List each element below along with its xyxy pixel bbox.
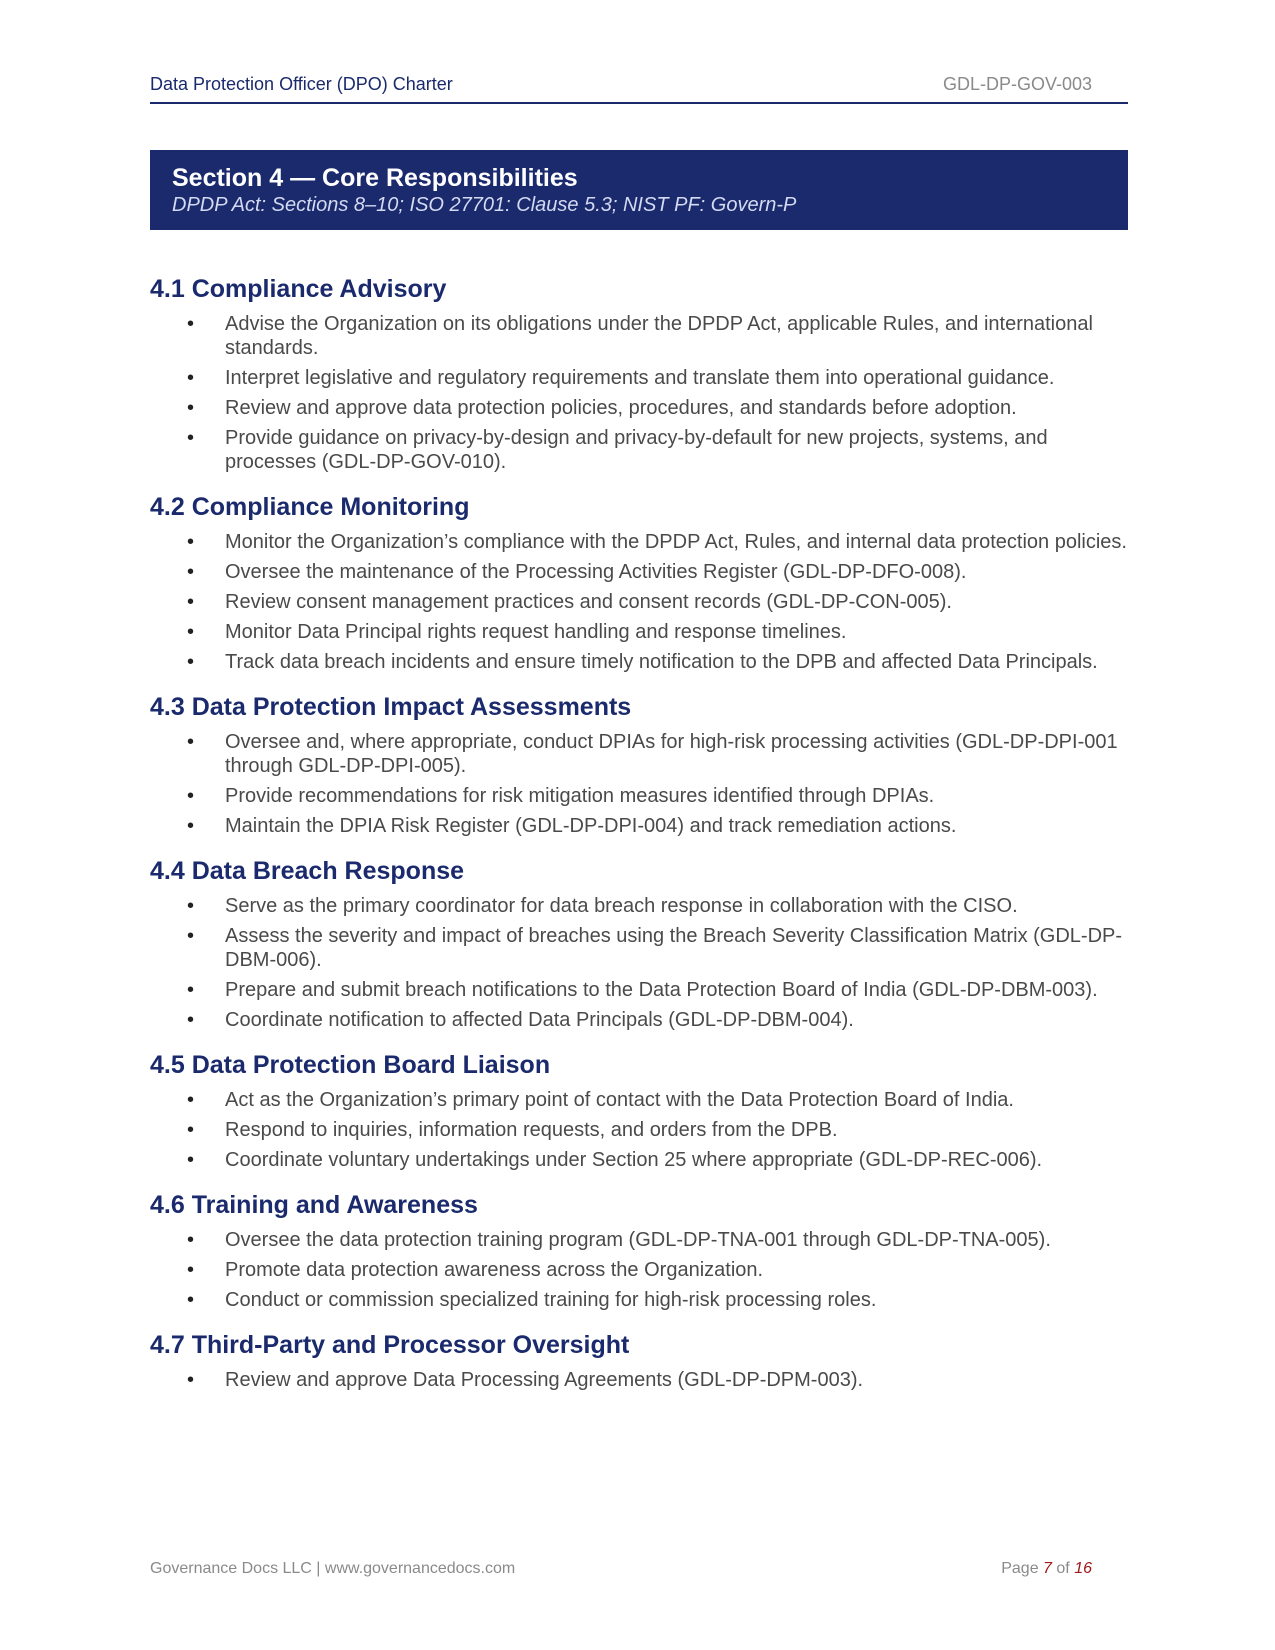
bullet-icon: •: [187, 1259, 195, 1281]
list-item-text: Advise the Organization on its obligations under the DPDP Act, applicable Rules, and international standards.: [225, 313, 1093, 359]
section-title: Section 4 — Core Responsibilities: [172, 164, 578, 192]
page-label: Page: [1001, 1560, 1039, 1577]
bullet-icon: •: [187, 367, 195, 389]
list-item-text: Oversee and, where appropriate, conduct DPIAs for high-risk processing activities (GDL-DP-DPI-001 through GDL-DP-DPI-005).: [225, 731, 1118, 777]
bullet-list: [150, 312, 1128, 474]
bullet-icon: •: [187, 1089, 195, 1111]
bullet-icon: •: [187, 1119, 195, 1141]
subsection-heading: 4.3 Data Protection Impact Assessments: [150, 693, 632, 721]
list-item: [150, 1088, 1128, 1112]
list-item: [150, 978, 1128, 1002]
subsection: [150, 690, 1128, 838]
running-footer: [150, 1560, 1128, 1584]
bullet-icon: •: [187, 427, 195, 449]
subsection-heading: 4.1 Compliance Advisory: [150, 275, 447, 303]
bullet-icon: •: [187, 979, 195, 1001]
bullet-list: [150, 1228, 1128, 1312]
bullet-icon: •: [187, 621, 195, 643]
section-banner: [150, 150, 1128, 230]
list-item: [150, 894, 1128, 918]
bullet-icon: •: [187, 815, 195, 837]
list-item-text: Serve as the primary coordinator for data breach response in collaboration with the CISO.: [225, 895, 1018, 917]
bullet-icon: •: [187, 1369, 195, 1391]
bullet-icon: •: [187, 397, 195, 419]
list-item: [150, 426, 1128, 474]
list-item: [150, 924, 1128, 972]
page-current: 7: [1043, 1560, 1052, 1577]
page-total: 16: [1074, 1560, 1092, 1577]
list-item-text: Review and approve Data Processing Agreements (GDL-DP-DPM-003).: [225, 1369, 864, 1391]
subsection-heading: 4.6 Training and Awareness: [150, 1191, 478, 1219]
section-content: [150, 272, 1128, 1408]
section-references: DPDP Act: Sections 8–10; ISO 27701: Clause 5.3; NIST PF: Govern-P: [172, 194, 797, 216]
subsection-heading: 4.7 Third-Party and Processor Oversight: [150, 1331, 630, 1359]
bullet-icon: •: [187, 1149, 195, 1171]
bullet-icon: •: [187, 651, 195, 673]
subsection: [150, 490, 1128, 674]
list-item: [150, 814, 1128, 838]
document-code: GDL-DP-GOV-003: [942, 74, 1092, 94]
document-title: Data Protection Officer (DPO) Charter: [150, 74, 453, 94]
bullet-icon: •: [187, 1289, 195, 1311]
list-item-text: Respond to inquiries, information requests, and orders from the DPB.: [225, 1119, 838, 1141]
page-indicator: [1001, 1560, 1092, 1578]
list-item: [150, 730, 1128, 778]
list-item-text: Oversee the data protection training program (GDL-DP-TNA-001 through GDL-DP-TNA-005).: [225, 1229, 1051, 1251]
list-item: [150, 1368, 1128, 1392]
list-item: [150, 560, 1128, 584]
list-item-text: Provide recommendations for risk mitigation measures identified through DPIAs.: [225, 785, 935, 807]
list-item: [150, 590, 1128, 614]
running-header: [150, 72, 1128, 104]
list-item: [150, 1118, 1128, 1142]
bullet-list: [150, 730, 1128, 838]
list-item: [150, 366, 1128, 390]
bullet-list: [150, 1088, 1128, 1172]
bullet-icon: •: [187, 731, 195, 753]
bullet-list: [150, 530, 1128, 674]
list-item-text: Act as the Organization’s primary point of contact with the Data Protection Board of India.: [225, 1089, 1014, 1111]
list-item-text: Track data breach incidents and ensure timely notification to the DPB and affected Data Principals.: [225, 651, 1098, 673]
bullet-icon: •: [187, 313, 195, 335]
list-item-text: Review consent management practices and consent records (GDL-DP-CON-005).: [225, 591, 952, 613]
list-item-text: Monitor Data Principal rights request handling and response timelines.: [225, 621, 847, 643]
list-item: [150, 620, 1128, 644]
page-of-label: of: [1056, 1560, 1070, 1577]
list-item-text: Provide guidance on privacy-by-design and privacy-by-default for new projects, systems, and processes (GDL-DP-GOV-010).: [225, 427, 1048, 473]
bullet-icon: •: [187, 925, 195, 947]
list-item-text: Maintain the DPIA Risk Register (GDL-DP-DPI-004) and track remediation actions.: [225, 815, 957, 837]
list-item-text: Coordinate notification to affected Data Principals (GDL-DP-DBM-004).: [225, 1009, 854, 1031]
list-item: [150, 1148, 1128, 1172]
list-item-text: Assess the severity and impact of breaches using the Breach Severity Classification Matrix (GDL-DP-DBM-006).: [225, 925, 1123, 971]
bullet-list: [150, 894, 1128, 1032]
list-item-text: Review and approve data protection policies, procedures, and standards before adoption.: [225, 397, 1017, 419]
bullet-icon: •: [187, 785, 195, 807]
bullet-icon: •: [187, 531, 195, 553]
subsection: [150, 1188, 1128, 1312]
list-item: [150, 1228, 1128, 1252]
company-footer: Governance Docs LLC | www.governancedocs.com: [150, 1560, 516, 1577]
bullet-icon: •: [187, 561, 195, 583]
subsection-heading: 4.5 Data Protection Board Liaison: [150, 1051, 551, 1079]
subsection-heading: 4.2 Compliance Monitoring: [150, 493, 470, 521]
list-item: [150, 396, 1128, 420]
list-item-text: Prepare and submit breach notifications to the Data Protection Board of India (GDL-DP-DBM-003).: [225, 979, 1098, 1001]
subsection: [150, 854, 1128, 1032]
list-item: [150, 1258, 1128, 1282]
list-item: [150, 784, 1128, 808]
list-item-text: Conduct or commission specialized training for high-risk processing roles.: [225, 1289, 877, 1311]
bullet-icon: •: [187, 1009, 195, 1031]
list-item-text: Oversee the maintenance of the Processing Activities Register (GDL-DP-DFO-008).: [225, 561, 967, 583]
list-item-text: Coordinate voluntary undertakings under Section 25 where appropriate (GDL-DP-REC-006).: [225, 1149, 1043, 1171]
list-item-text: Interpret legislative and regulatory requirements and translate them into operational guidance.: [225, 367, 1055, 389]
bullet-icon: •: [187, 591, 195, 613]
subsection-heading: 4.4 Data Breach Response: [150, 857, 465, 885]
list-item-text: Monitor the Organization’s compliance with the DPDP Act, Rules, and internal data protection policies.: [225, 531, 1127, 553]
subsection: [150, 1048, 1128, 1172]
subsection: [150, 1328, 1128, 1392]
bullet-icon: •: [187, 895, 195, 917]
bullet-icon: •: [187, 1229, 195, 1251]
bullet-list: [150, 1368, 1128, 1392]
list-item: [150, 1008, 1128, 1032]
list-item: [150, 1288, 1128, 1312]
subsection: [150, 272, 1128, 474]
list-item-text: Promote data protection awareness across the Organization.: [225, 1259, 764, 1281]
list-item: [150, 650, 1128, 674]
list-item: [150, 312, 1128, 360]
list-item: [150, 530, 1128, 554]
